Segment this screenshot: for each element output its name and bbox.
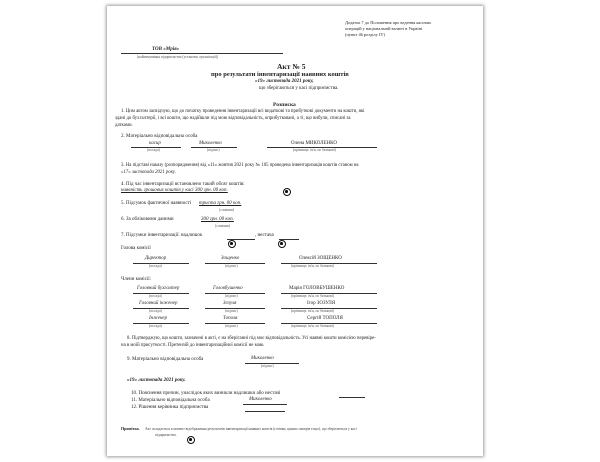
commission-head-position: Директор — [145, 256, 167, 261]
rule — [245, 411, 285, 412]
caption-name: (прізвище, ім'я, по батькові) — [293, 148, 336, 152]
caption-name: (прізвище, ім'я, по батькові) — [291, 294, 334, 298]
caption-signature: (підпис) — [261, 364, 274, 368]
member-1-name: Марія ГОЛОВБУШЕНКО — [289, 286, 345, 291]
caption-signature: (підпис) — [207, 148, 220, 152]
click-marker — [278, 240, 286, 248]
commission-head-signature: Зощенко — [221, 256, 240, 261]
caption-position: (посада) — [147, 148, 160, 152]
act-where: що зберігаються у касі підприємства. — [259, 86, 339, 91]
caption-name: (прізвище, ім'я, по батькові) — [291, 324, 334, 328]
caption-position: (посада) — [149, 294, 162, 298]
appendix-line-3: (пункт 46 розділу IV) — [345, 32, 386, 37]
item-5-value: триста грн. 00 коп. — [199, 201, 242, 206]
item-5-label: 5. Підсумок фактичної наявності — [121, 201, 192, 206]
note-line-2: підприємства. — [155, 433, 177, 437]
caption-words: (словами) — [219, 208, 235, 212]
item-7-shortage: , нестача — [255, 233, 274, 238]
act-title: Акт № 5 — [277, 62, 306, 71]
company-caption: (найменування підприємства (установи, організації)) — [137, 55, 219, 59]
caption-position: (посада) — [149, 264, 162, 268]
caption-position: (посада) — [149, 324, 162, 328]
item-11-signature: Миколенко — [249, 397, 272, 402]
receipt-p1-line2: здані до бухгалтерії, і всі кошти, що надійшли під мою відповідальність, оприбутковані, а ті, що вибули, списані за — [115, 116, 351, 121]
item-8-line1: 8. Підтверджую, що кошти, зазначені в акті, є на зберіганні під моє відповідальність. Усі наявні кошти комісією перевіре- — [127, 336, 376, 341]
item-8-line2: на в моїй присутності. Претензій до інвентаризаційної комісії не маю. — [121, 343, 265, 348]
item-3-line1: 3. На підставі наказу (розпорядження) від «11» жовтня 2021 року № 105 проведена інвентаризація коштів станом на — [121, 163, 359, 168]
item-11-label: 11. Матеріально відповідальна особа — [131, 398, 210, 403]
item-12-label: 12. Рішення керівника підприємства — [131, 405, 209, 410]
note-line-1: Акт складається в момент відображення результатів інвентаризації наявних коштів (готівки, цінних паперів тощо), що зберігаються у касі — [145, 427, 357, 431]
item-7-label: 7. Підсумки інвентаризації: надлишок — [121, 233, 203, 238]
member-1-signature: Головбушенко — [213, 286, 243, 291]
rule — [339, 397, 365, 398]
member-3-position: Інженер — [149, 316, 168, 321]
receipt-name-value: Олена МИКОЛЕНКО — [291, 141, 337, 146]
commission-head-name: Олексій ЗОЩЕНКО — [299, 256, 342, 261]
act-date: «19» листопада 2021 року, — [255, 79, 314, 84]
member-2-position: Головний інженер — [139, 301, 178, 306]
member-2-name: Ігор ЗОЗУЛЯ — [307, 301, 336, 306]
item-9-label: 9. Матеріально відповідальна особа — [127, 357, 204, 362]
receipt-p1-line1: 1. Цим актом засвідчую, що до початку проведення інвентаризації всі видаткові та прибуткові документи на кошти, які — [121, 109, 365, 114]
company-name: ТОВ «Мрія» — [152, 47, 180, 52]
caption-signature: (підпис) — [225, 309, 238, 313]
item-6-label: 6. За обліковими даними — [121, 217, 174, 222]
caption-signature: (підпис) — [225, 324, 238, 328]
document-page — [107, 6, 483, 456]
caption-signature: (підпис) — [225, 264, 238, 268]
item-3-line2: «17» листопада 2021 року. — [121, 170, 176, 175]
confirm-date: «19» листопада 2021 року. — [127, 378, 186, 383]
item-10-label: 10. Пояснення причин, унаслідок яких виникли надлишки або нестачі — [131, 391, 281, 396]
receipt-signature: Миколенко — [199, 141, 222, 146]
member-3-signature: Тополя — [223, 316, 238, 321]
click-marker — [228, 240, 236, 248]
receipt-heading: Розписка — [273, 102, 296, 108]
rule — [243, 404, 287, 405]
caption-name: (прізвище, ім'я, по батькові) — [291, 309, 334, 313]
caption-position: (посада) — [149, 309, 162, 313]
receipt-p1-line3: датками. — [115, 123, 133, 128]
item-6-value: 300 грн. 00 коп. — [201, 217, 234, 222]
member-1-position: Головний бухгалтер — [137, 286, 180, 291]
appendix-line-2: операцій у національній валюті в Україні — [345, 26, 423, 31]
caption-words-2: (словами) — [215, 224, 231, 228]
item-9-signature: Миколенко — [251, 356, 274, 361]
note-label: Примітка. — [121, 426, 140, 431]
item-4-label: 4. Під час інвентаризації встановлено такий обсяг коштів: — [121, 182, 245, 187]
appendix-line-1: Додаток 7 до Положення про ведення касових — [345, 20, 432, 25]
member-3-name: Сергій ТОПОЛЯ — [307, 316, 343, 321]
commission-head-label: Голова комісії — [121, 246, 151, 251]
click-marker — [283, 188, 291, 196]
commission-members-label: Члени комісії: — [121, 277, 152, 282]
company-rule — [121, 53, 283, 54]
caption-signature: (підпис) — [225, 294, 238, 298]
receipt-p2-label: 2. Матеріально відповідальна особа — [121, 134, 198, 139]
receipt-position-value: касир — [149, 141, 161, 146]
act-subtitle: про результати інвентаризації наявних коштів — [211, 71, 349, 78]
member-2-signature: Зозуля — [223, 301, 237, 306]
click-marker — [187, 436, 195, 444]
item-4-value: наявність грошових коштів у касі 300 грн. 00 коп. — [121, 188, 228, 193]
caption-name: (прізвище, ім'я, по батькові) — [291, 264, 334, 268]
